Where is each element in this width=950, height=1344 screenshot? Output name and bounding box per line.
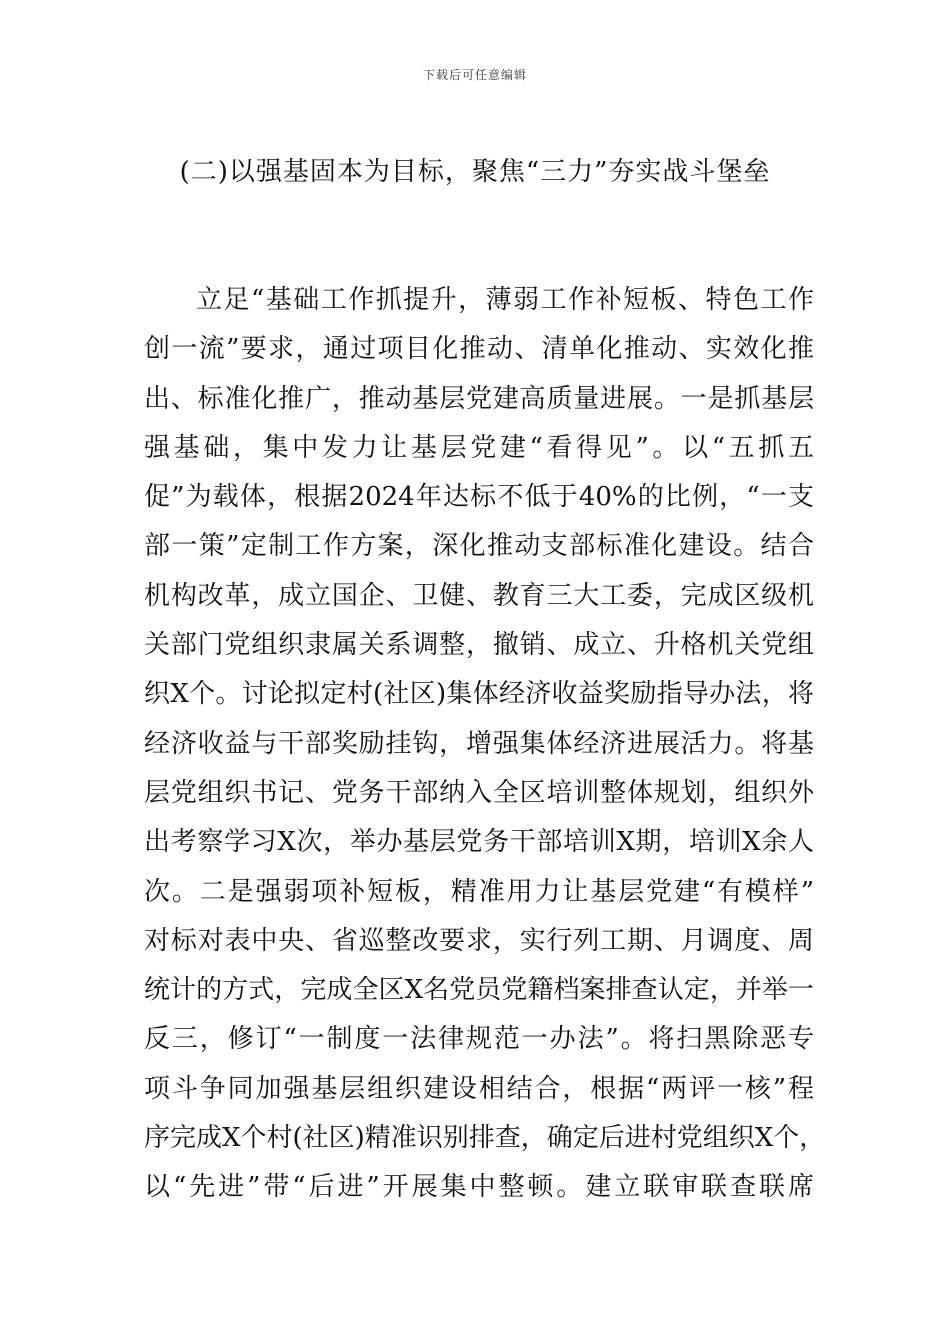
paragraph-line: 促”为载体，根据2024年达标不低于40%的比例，“一支: [144, 482, 814, 513]
paragraph-line: 次。二是强弱项补短板，精准用力让基层党建“有模样”: [144, 876, 814, 907]
paragraph-line: 对标对表中央、省巡整改要求，实行列工期、月调度、周: [144, 925, 814, 956]
paragraph-line: 以“先进”带“后进”开展集中整顿。建立联审联查联席: [144, 1172, 814, 1203]
paragraph-line: 序完成X个村(社区)精准识别排查，确定后进村党组织X个，: [144, 1123, 826, 1154]
paragraph-line: 统计的方式，完成全区X名党员党籍档案排查认定，并举一: [144, 975, 814, 1006]
paragraph-line: 项斗争同加强基层组织建设相结合，根据“两评一核”程: [144, 1073, 814, 1104]
paragraph-line: 层党组织书记、党务干部纳入全区培训整体规划，组织外: [144, 777, 814, 808]
body-paragraph: [144, 281, 826, 1218]
section-heading: (二)以强基固本为目标，聚焦“三力”夯实战斗堡垒: [179, 157, 771, 187]
paragraph-line: 立足“基础工作抓提升，薄弱工作补短板、特色工作: [196, 285, 814, 315]
paragraph-line: 创一流”要求，通过项目化推动、清单化推动、实效化推: [144, 334, 814, 365]
paragraph-line: 机构改革，成立国企、卫健、教育三大工委，完成区级机: [144, 580, 814, 611]
paragraph-line: 经济收益与干部奖励挂钩，增强集体经济进展活力。将基: [144, 728, 814, 759]
paragraph-line: 部一策”定制工作方案，深化推动支部标准化建设。结合: [144, 531, 814, 562]
download-note: 下载后可任意编辑: [422, 68, 527, 82]
paragraph-line: 织X个。讨论拟定村(社区)集体经济收益奖励指导办法，将: [144, 679, 814, 710]
paragraph-line: 关部门党组织隶属关系调整，撤销、成立、升格机关党组: [144, 630, 814, 661]
paragraph-line: 强基础，集中发力让基层党建“看得见”。以“五抓五: [144, 432, 814, 463]
paragraph-line: 反三，修订“一制度一法律规范一办法”。将扫黑除恶专: [144, 1024, 814, 1055]
paragraph-line: 出考察学习X次，举办基层党务干部培训X期，培训X余人: [144, 827, 814, 858]
paragraph-line: 出、标准化推广，推动基层党建高质量进展。一是抓基层: [144, 383, 814, 414]
